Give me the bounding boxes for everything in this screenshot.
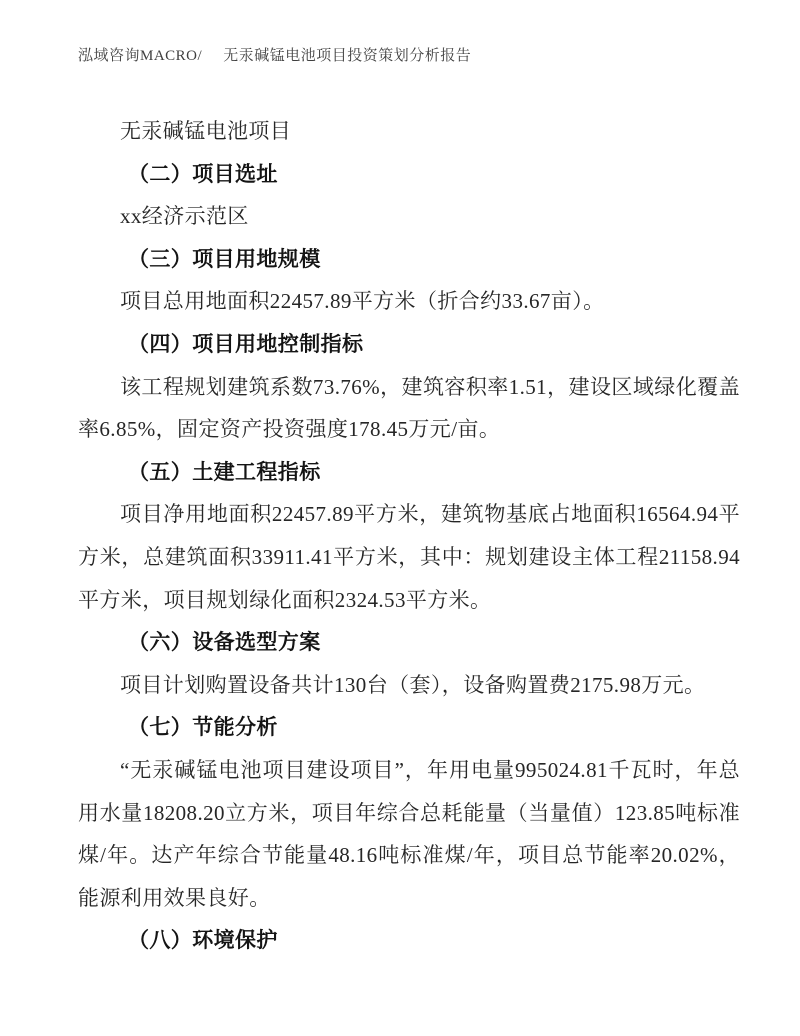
body-paragraph: 项目计划购置设备共计130台（套），设备购置费2175.98万元。 (120, 672, 706, 697)
body-paragraph: 该工程规划建筑系数73.76%，建筑容积率1.51，建设区域绿化覆盖率6.85%，固定资产投资强度178.45万元/亩。 (78, 374, 740, 442)
section-heading: （三）项目用地规模 (128, 246, 321, 271)
body-paragraph: xx经济示范区 (120, 204, 249, 229)
section-heading: （四）项目用地控制指标 (128, 331, 364, 356)
section-heading: （六）设备选型方案 (128, 630, 321, 655)
body-paragraph: 项目总用地面积22457.89平方米（折合约33.67亩）。 (120, 289, 605, 314)
section-heading: （五）土建工程指标 (128, 459, 321, 484)
body-paragraph: 项目净用地面积22457.89平方米，建筑物基底占地面积16564.94平方米，总建筑面积33911.41平方米，其中：规划建设主体工程21158.94平方米，项目规划绿化面积2324.53平方米。 (78, 502, 740, 612)
document-body (78, 110, 740, 962)
section-heading: （二）项目选址 (128, 161, 278, 186)
section-heading: （八）环境保护 (128, 928, 278, 953)
body-paragraph: “无汞碱锰电池项目建设项目”，年用电量995024.81千瓦时，年总用水量18208.20立方米，项目年综合总耗能量（当量值）123.85吨标准煤/年。达产年综合节能量48.16吨标准煤/年，项目总节能率20.02%，能源利用效果良好。 (78, 757, 740, 910)
body-paragraph: 无汞碱锰电池项目 (120, 119, 292, 143)
header-doc-title: 无汞碱锰电池项目投资策划分析报告 (223, 48, 472, 64)
page-header (78, 44, 471, 65)
section-heading: （七）节能分析 (128, 715, 278, 740)
header-brand: 泓域咨询MACRO/ (78, 48, 203, 64)
